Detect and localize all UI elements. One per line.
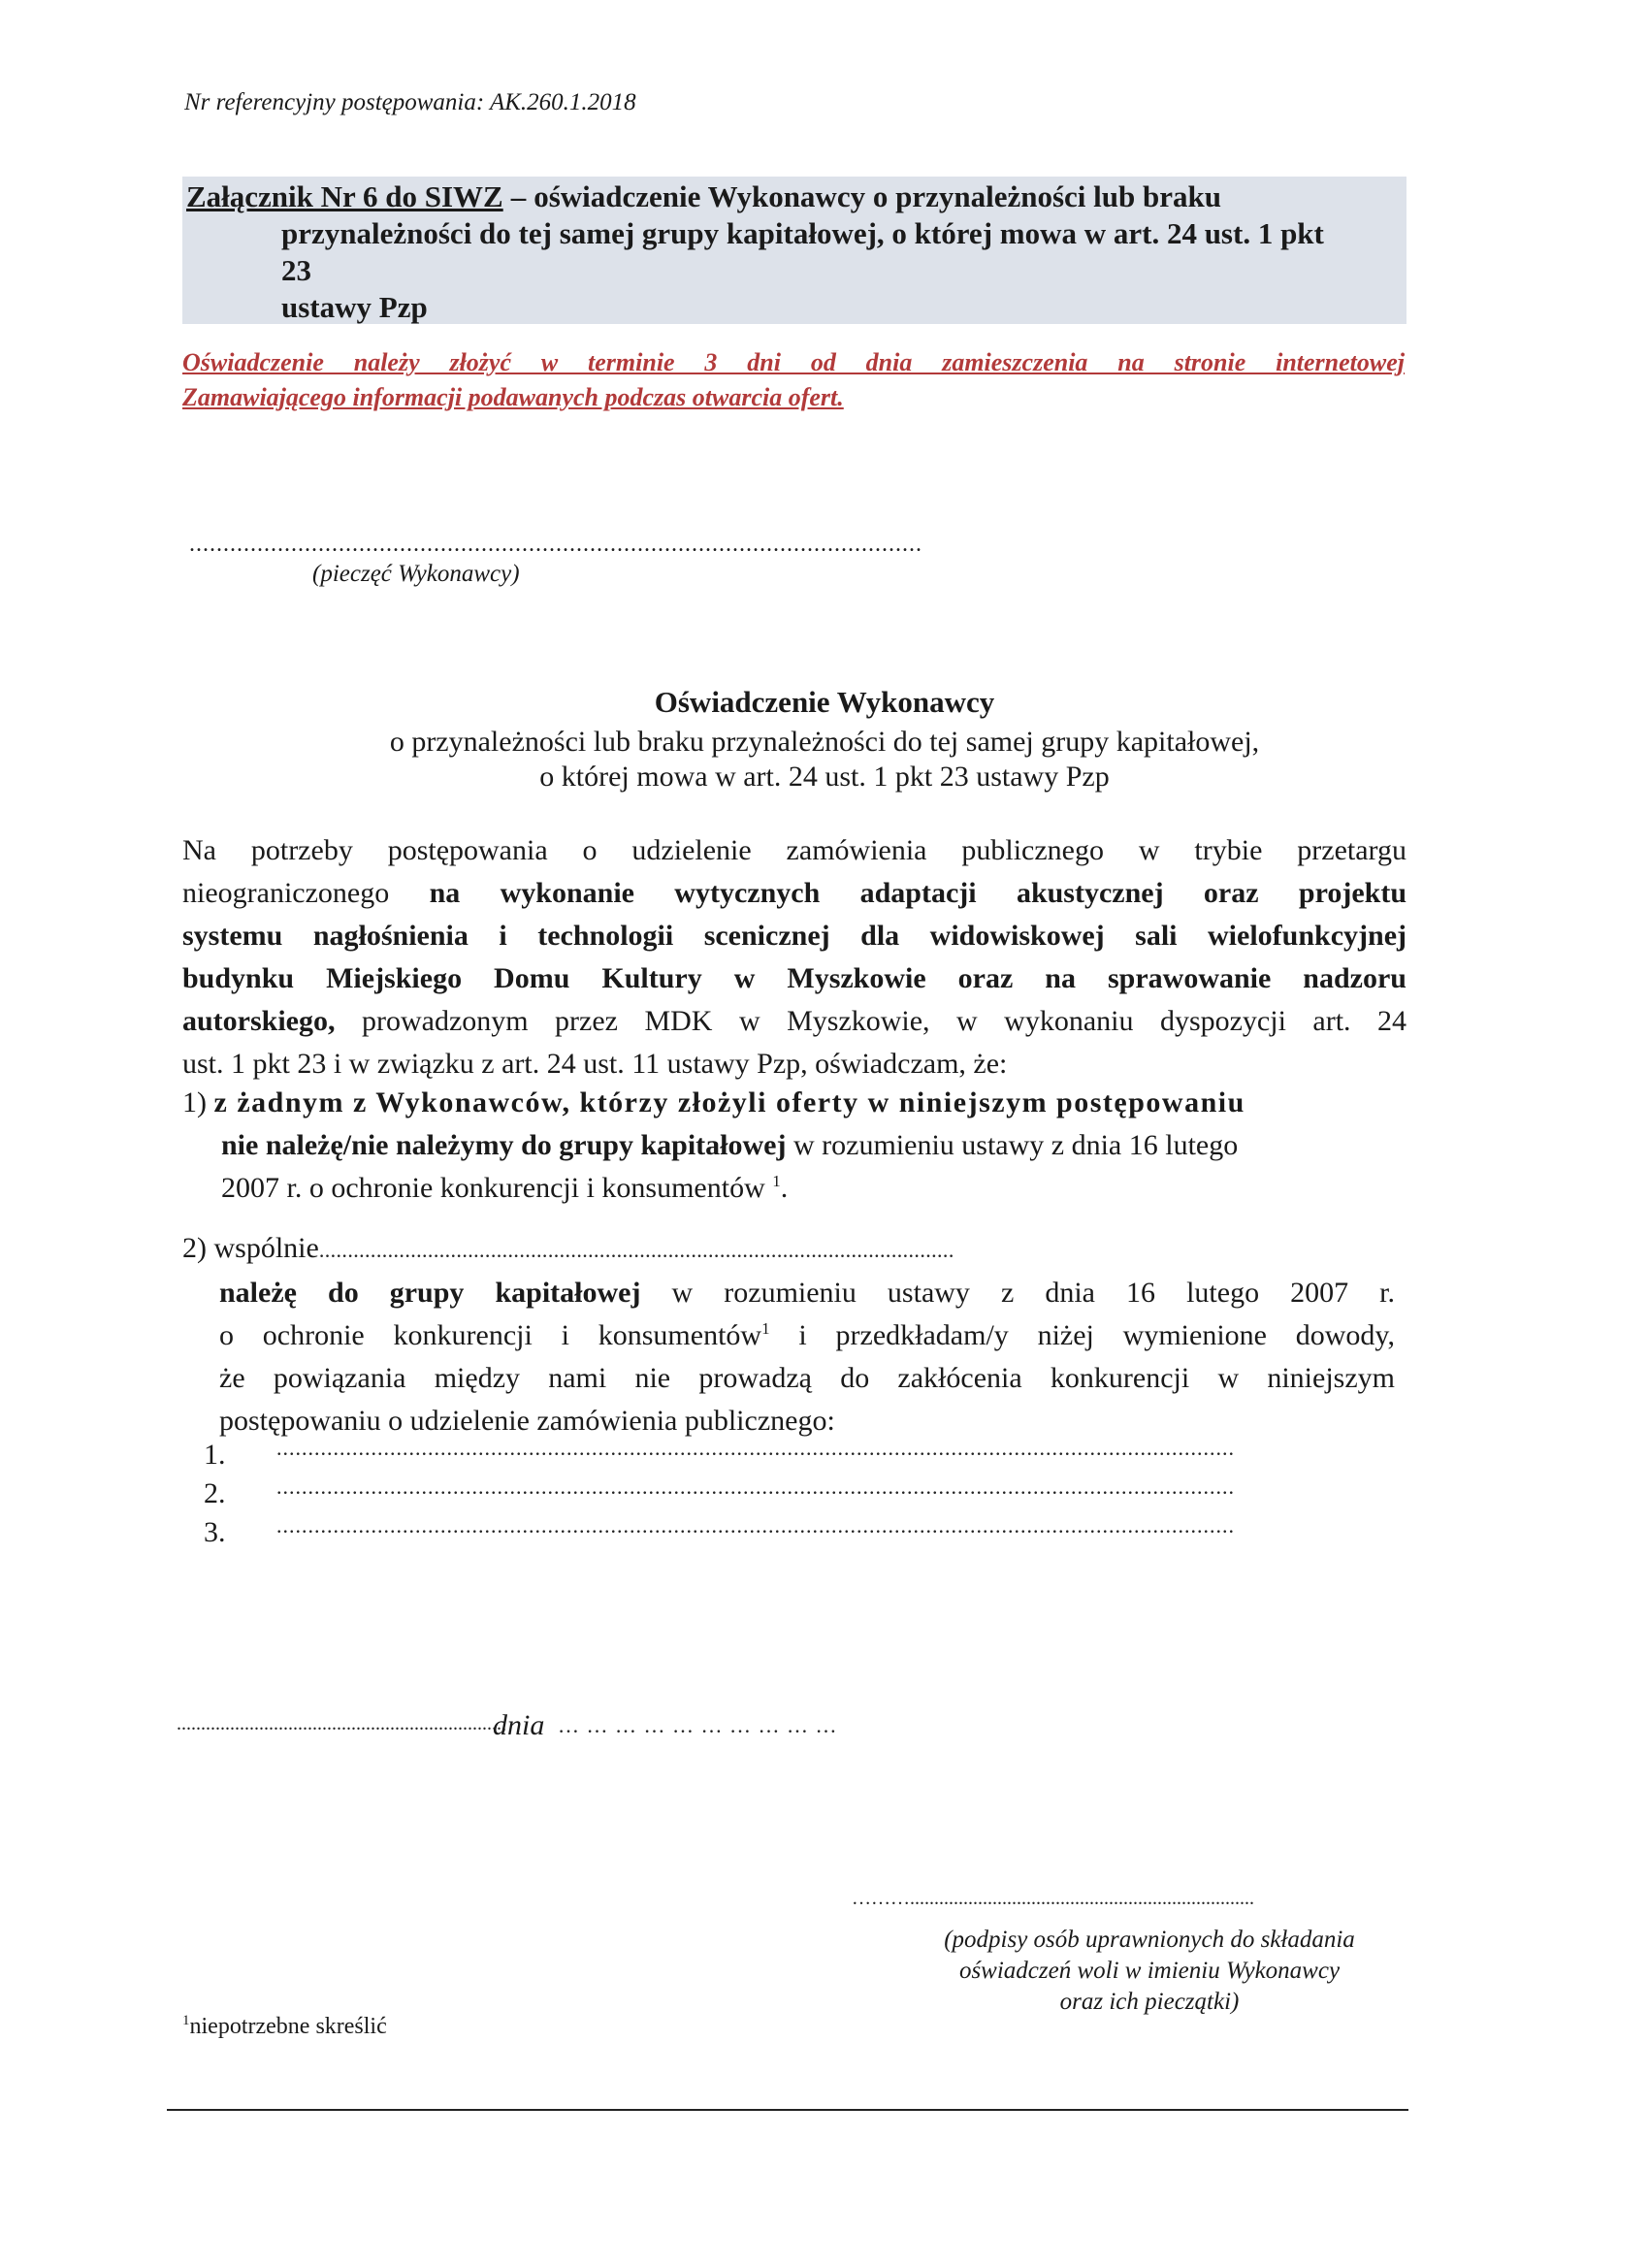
stamp-placeholder: ............................................................................................................	[189, 532, 922, 557]
item-1-text: w rozumieniu ustawy z dnia 16 lutego	[792, 1129, 1239, 1161]
item-2-fill-dots: ...............................................................................................................	[318, 1238, 954, 1262]
reference-number: Nr referencyjny postępowania: AK.260.1.2018	[184, 89, 636, 115]
footnote-ref: 1	[772, 1172, 781, 1190]
footnote-mark: 1	[182, 2013, 190, 2028]
item-2-line: postępowaniu o udzielenie zamówienia publicznego:	[219, 1405, 835, 1437]
signature-label	[907, 1925, 1392, 2018]
evidence-line: ........................................................................................................................................................	[276, 1513, 1235, 1538]
body-line	[182, 872, 1406, 915]
deadline-notice-line2: Zamawiającego informacji podawanych podczas otwarcia ofert.	[182, 383, 844, 411]
annex-dash: –	[510, 179, 527, 213]
statement-item-1	[182, 1082, 1406, 1210]
body-line: Na potrzeby postępowania o udzielenie zamówienia publicznego w trybie przetargu	[182, 834, 1406, 866]
signature-label-line: (podpisy osób uprawnionych do składania	[944, 1927, 1355, 1953]
evidence-line: ........................................................................................................................................................	[276, 1436, 1235, 1460]
evidence-number: 2.	[204, 1477, 226, 1509]
annex-header-line1	[186, 178, 1221, 215]
date-label: dnia	[493, 1709, 545, 1741]
body-line: systemu nagłośnienia i technologii scenicznej dla widowiskowej sali wielofunkcyjnej	[182, 920, 1406, 952]
item-1-line	[182, 1082, 1406, 1124]
evidence-line: ........................................................................................................................................................	[276, 1474, 1235, 1499]
item-2-line: że powiązania między nami nie prowadzą do zakłócenia konkurencji w niniejszym	[219, 1362, 1395, 1394]
declaration-subtitle-2: o której mowa w art. 24 ust. 1 pkt 23 ustawy Pzp	[539, 761, 1110, 793]
item-2-text: wspólnie	[213, 1232, 319, 1264]
annex-header-line2: przynależności do tej samej grupy kapitałowej, o której mowa w art. 24 ust. 1 pkt	[281, 216, 1324, 250]
body-line	[182, 1000, 1406, 1043]
footnote-ref: 1	[761, 1319, 770, 1338]
body-text: nieograniczonego	[182, 877, 390, 909]
item-2-text: o ochronie konkurencji i konsumentów	[219, 1319, 762, 1351]
item-2-line	[182, 1227, 1406, 1272]
signature-label-line: oraz ich pieczątki)	[1059, 1989, 1240, 2015]
item-2-number: 2)	[182, 1232, 207, 1264]
item-2-line	[182, 1272, 1395, 1314]
statement-item-2	[182, 1227, 1406, 1442]
annex-header-line4: ustawy Pzp	[281, 290, 428, 324]
evidence-number: 1.	[204, 1439, 226, 1471]
evidence-number: 3.	[204, 1516, 226, 1548]
bottom-rule	[167, 2109, 1408, 2111]
body-text: prowadzonym przez MDK w Myszkowie, w wykonaniu dyspozycji art. 24	[361, 1005, 1406, 1037]
item-1-line	[182, 1167, 1406, 1210]
item-2-text: w rozumieniu ustawy z dnia 16 lutego 2007 r.	[671, 1277, 1395, 1309]
item-1-text: 2007 r. o ochronie konkurencji i konsumentów	[221, 1172, 765, 1204]
footnote	[182, 2014, 387, 2040]
place-placeholder: ...................................................................,	[177, 1713, 506, 1734]
declaration-title: Oświadczenie Wykonawcy	[654, 685, 995, 719]
date-placeholder: … … … … … … … … … …	[558, 1713, 838, 1737]
annex-header-line3: 23	[281, 253, 311, 287]
declaration-body	[182, 829, 1406, 1085]
body-line: budynku Miejskiego Domu Kultury w Myszkowie oraz na sprawowanie nadzoru	[182, 962, 1406, 994]
annex-header-text: oświadczenie Wykonawcy o przynależności lub braku	[534, 179, 1221, 213]
item-1-text: z żadnym z Wykonawców, którzy złożyli oferty w niniejszym postępowaniu	[213, 1086, 1245, 1118]
annex-label: Załącznik Nr 6 do SIWZ	[186, 179, 503, 213]
declaration-subtitle-1: o przynależności lub braku przynależności do tej samej grupy kapitałowej,	[389, 726, 1260, 758]
body-bold-text: na wykonanie wytycznych adaptacji akustycznej oraz projektu	[429, 877, 1407, 909]
deadline-notice-line1: Oświadczenie należy złożyć w terminie 3 dni od dnia zamieszczenia na stronie internetowej	[182, 348, 1405, 376]
body-bold-text: autorskiego,	[182, 1005, 336, 1037]
item-2-bold-text: należę do grupy kapitałowej	[219, 1277, 641, 1309]
item-1-line	[182, 1124, 1406, 1167]
stamp-label: (pieczęć Wykonawcy)	[312, 561, 520, 587]
item-1-bold-text: nie należę/nie należymy do grupy kapitałowej	[221, 1129, 787, 1161]
signature-label-line: oświadczeń woli w imieniu Wykonawcy	[958, 1958, 1341, 1984]
item-2-text: i przedkładam/y niżej wymienione dowody,	[798, 1319, 1395, 1351]
body-line: ust. 1 pkt 23 i w związku z art. 24 ust. 11 ustawy Pzp, oświadczam, że:	[182, 1048, 1008, 1080]
item-2-line	[182, 1314, 1395, 1357]
signature-placeholder: ……….......................................................................	[852, 1888, 1254, 1909]
item-1-number: 1)	[182, 1086, 207, 1118]
footnote-text: niepotrzebne skreślić	[189, 2014, 387, 2039]
item-1-text: .	[780, 1172, 789, 1204]
